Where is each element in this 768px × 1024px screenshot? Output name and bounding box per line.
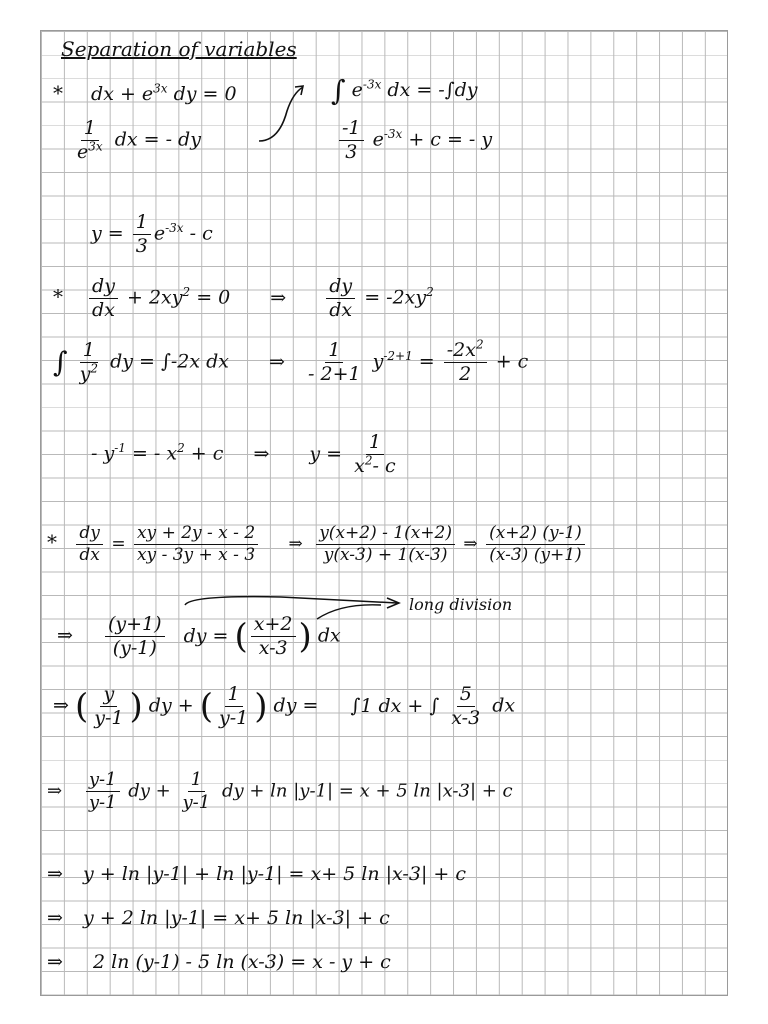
curved-arrow-ex1 [259,87,303,141]
graph-paper [40,30,728,996]
ex1-marker: * [53,81,63,105]
ex3-line-5: ⇒ y + ln |y-1| + ln |y-1| = x+ 5 ln |x-3| + c [47,863,466,885]
ex3-line-3: ⇒ ( $\frac{y}{y-1}$ ) dy + ( $\frac{1}{y-1}$ ) dy = ∫1 dx + ∫ $\frac{5}{x-3}$ dx [53,683,516,729]
long-division-note: long division [409,595,513,614]
long-division-arrow-inner [317,605,381,619]
ex3-line-6: ⇒ y + 2 ln |y-1| = x+ 5 ln |x-3| + c [47,907,390,929]
ex1-integral: ∫ $e^{-3x}$ dx = -∫dy [331,74,478,107]
handdrawn-arrows [41,31,729,997]
ex3-line-7: ⇒ 2 ln (y-1) - 5 ln (x-3) = x - y + c [47,951,391,973]
ex2-line-3: - $y^{-1}$ = - $x^2 + c$ ⇒ y = $\frac{1}{x^2- c}$ [91,431,396,477]
ex1-final: y = $\frac{1}{3}$ $e^{-3x}$ - c [91,211,213,257]
long-division-arrow [185,597,397,605]
ex1-line-1: * dx + $e^{3x}$ dy = 0 [53,81,237,105]
ex3-marker: * [47,530,57,554]
ex3-line-2: ⇒ $\frac{(y+1)}{(y-1)}$ dy = ( $\frac{x+2}{x-3}$ ) dx [57,613,341,659]
ex2-line-1: * $\frac{dy}{dx}$ + $2xy^2 = 0$ ⇒ $\frac{dy}{dx}$ = $-2xy^2$ [53,275,434,321]
ex1-line-2: $\frac{1}{e^{3x}}$ dx = - dy [77,117,201,163]
page-title: Separation of variables [61,37,297,61]
ex3-line-4: ⇒ $\frac{y-1}{y-1}$ dy + $\frac{1}{y-1}$ dy + ln |y-1| = x + 5 ln |x-3| + c [47,769,513,813]
ex2-line-2: ∫ $\frac{1}{y^2}$ dy = ∫-2x dx ⇒ $\frac{1}{- 2+1}$ $y^{-2+1}$ = $\frac{-2x^2}{2}$ + c [53,337,529,385]
ex2-marker: * [53,284,63,309]
ex1-result: $\frac{-1}{3}$ $e^{-3x} + c$ = - y [336,119,492,162]
ex3-line-1: * $\frac{dy}{dx}$ = $\frac{xy + 2y - x - 2}{xy - 3y + x - 3}$ ⇒ $\frac{y(x+2) - 1(x+2)}{y(x-3) + 1(x-3)}$ ⇒ $\frac{(x+2) (y-1)}{(x-3) (y+1)}$ [47,525,588,564]
